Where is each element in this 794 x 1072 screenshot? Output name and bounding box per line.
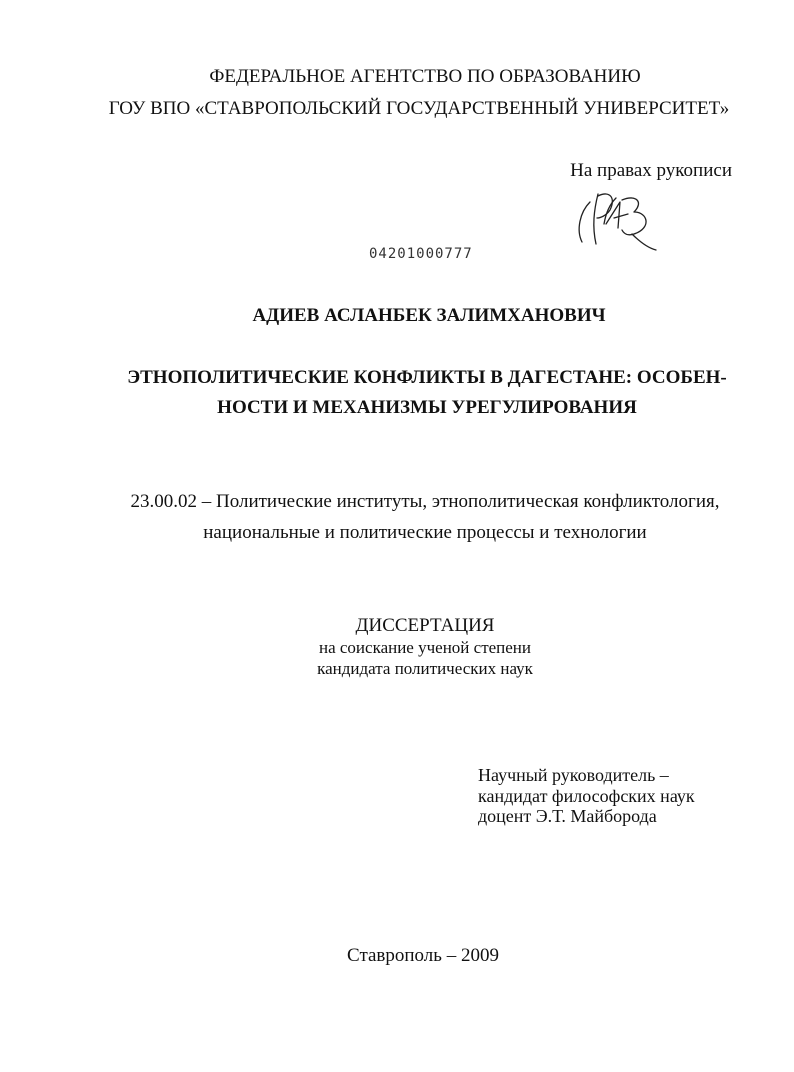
agency-heading: ФЕДЕРАЛЬНОЕ АГЕНТСТВО ПО ОБРАЗОВАНИЮ xyxy=(209,66,641,87)
city-year: Ставрополь – 2009 xyxy=(347,945,499,966)
inventory-number: 04201000777 xyxy=(369,246,473,262)
author-name: АДИЕВ АСЛАНБЕК ЗАЛИМХАНОВИЧ xyxy=(252,305,606,326)
manuscript-note: На правах рукописи xyxy=(570,160,732,181)
specialty-line-2: национальные и политические процессы и технологии xyxy=(203,522,647,543)
degree-line-2: кандидата политических наук xyxy=(317,659,533,678)
work-type-label: ДИССЕРТАЦИЯ xyxy=(355,615,495,636)
dissertation-title-line-2: НОСТИ И МЕХАНИЗМЫ УРЕГУЛИРОВАНИЯ xyxy=(217,397,637,418)
degree-line-1: на соискание ученой степени xyxy=(318,638,532,657)
dissertation-title-line-1: ЭТНОПОЛИТИЧЕСКИЕ КОНФЛИКТЫ В ДАГЕСТАНЕ: ОСОБЕН- xyxy=(127,367,727,388)
supervisor-role: Научный руководитель – xyxy=(478,765,669,785)
specialty-line-1: 23.00.02 – Политические институты, этнополитическая конфликтология, xyxy=(130,491,720,512)
supervisor-name: доцент Э.Т. Майборода xyxy=(478,806,657,826)
university-heading: ГОУ ВПО «СТАВРОПОЛЬСКИЙ ГОСУДАРСТВЕННЫЙ УНИВЕРСИТЕТ» xyxy=(108,98,730,119)
supervisor-degree: кандидат философских наук xyxy=(478,786,695,806)
handwritten-signature xyxy=(570,184,680,264)
